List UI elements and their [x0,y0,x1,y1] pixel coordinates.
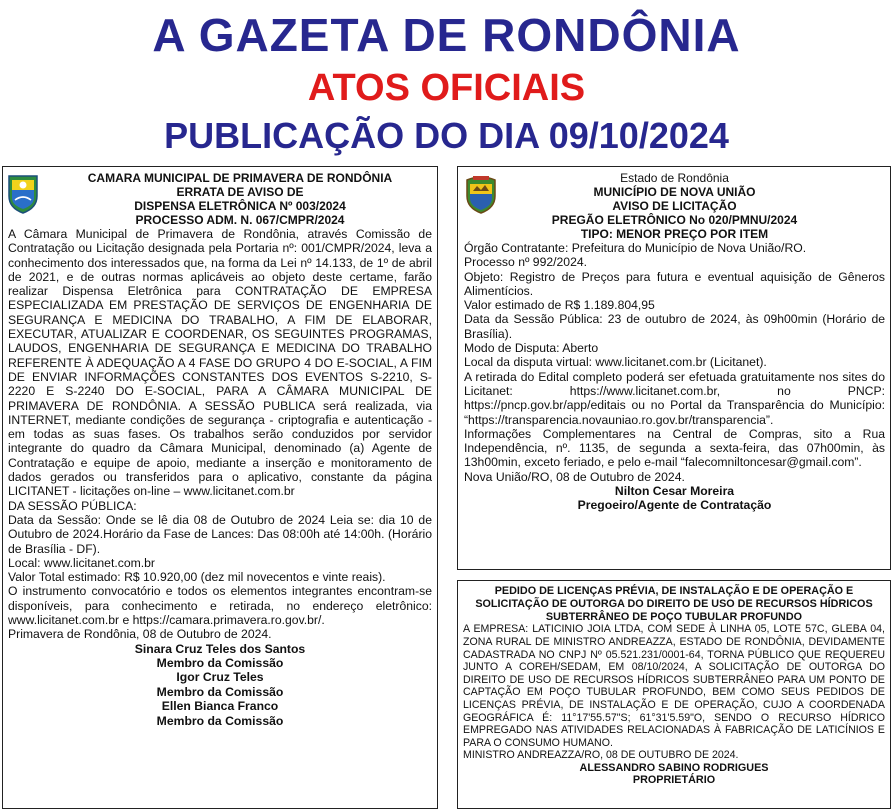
notice-laticinio-joia [457,580,891,809]
paragraph: DA SESSÃO PÚBLICA: [8,498,137,513]
paragraph: Data da Sessão: Onde se lê dia 08 de Outubro de 2024 Leia se: dia 10 de Outubro de 2024.Horário da Fase de Lances: Das 08:00h até 14:00h. (Horário de Brasília - DF). [8,512,432,556]
paragraph: Local da disputa virtual: www.licitanet.com.br (Licitanet). [464,355,767,370]
section-title: ATOS OFICIAIS [307,67,586,109]
header-line: AVISO DE LICITAÇÃO [612,199,737,213]
notice-header [464,171,885,241]
signature-block [464,484,885,513]
paragraph: Informações Complementares na Central de Compras, sito a Rua Independência, nº. 1135, de segunda a sexta-feira, das 07h00min, às 13h00min, exceto feriado, e pelo e-mail “falecomniltoncesar@gmail.com”. [464,426,885,470]
notice-body [464,241,885,484]
header-line: PROCESSO ADM. N. 067/CMPR/2024 [135,213,345,227]
paragraph: Modo de Disputa: Aberto [464,341,599,356]
paragraph: A EMPRESA: LATICINIO JOIA LTDA, COM SEDE À LINHA 05, LOTE 57C, GLEBA 04, ZONA RURAL DE MINISTRO ANDREAZZA, ESTADO DE RONDÔNIA, DEVIDAMENTE CADASTRADA NO CNPJ Nº 05.521.231/0001-64, TORNA PÚBLICO QUE REQUEREU JUNTO A COREH/SEDAM, EM 08/10/2024, A SOLICITAÇÃO DE OUTORGA DO DIREITO DE USO DE RECURSOS HÍDRICOS SUBTERRÂNEO PARA UM PONTO DE CAPTAÇÃO EM POÇO TUBULAR PROFUNDO, BEM COMO SEUS PEDIDOS DE LICENÇAS PRÉVIA, DE INSTALAÇÃO E DE OPERAÇÃO, CUJO A COORDENADA GEOGRÁFICA É: 11°17'55.57"S; 61°31'5.59"O, SENDO O RECURSO HÍDRICO EMPREGADO NAS ATIVIDADES RELACIONADAS À FABRICAÇÃO DE LATICÍNIOS E PARA O CONSUMO HUMANO. [463,623,885,749]
paragraph: A Câmara Municipal de Primavera de Rondônia, através Comissão de Contratação ou Licitação designada pela Portaria nº: 001/CMPR/2024, leva a conhecimento dos interessados que, na forma da Lei nº 14.133, de 1º de abril de 2021, e de outras normas aplicáveis ao objeto deste certame, farão realizar Dispensa Eletrônica para CONTRATAÇÃO DE EMPRESA ESPECIALIZADA EM PRESTAÇÃO DE SERVIÇOS DE ENGENHARIA DE SEGURANÇA E MEDICINA DO TRABALHO, A FIM DE ELABORAR, EXECUTAR, ATUALIZAR E COORDENAR, OS SEGUINTES PROGRAMAS, LAUDOS, ENGENHARIA DE SEGURANÇA E MEDICINA DO TRABALHO REFERENTE À ADEQUAÇÃO A 4 FASE DO GRUPO 4 DO E-SOCIAL, A FIM DE ENVIAR INFORMAÇÕES CONSTANTES DOS EVENTOS S-2210, S-2220 E S-2240 DO E-SOCIAL, PARA A CÂMARA MUNICIPAL DE PRIMAVERA DE RONDÔNIA. A SESSÃO PUBLICA será realizada, via INTERNET, mediante condições de segurança - criptografia e autenticação - em todas as suas fases. Os trabalhos serão conduzidos por servidor integrante do quadro da Câmara Municipal, denominado (a) Agente de Contratação e equipe de apoio, mediante a inserção e monitoramento de dados gerados ou transferidos para o aplicativo, constante da página LICITANET - licitações on-line – www.licitanet.com.br [8,227,432,499]
paragraph: Processo nº 992/2024. [464,255,588,270]
newspaper-title: A GAZETA DE RONDÔNIA [152,9,741,61]
signatory-role: PROPRIETÁRIO [632,774,716,787]
signatory-name: Igor Cruz Teles [176,670,264,685]
signatory-name: Ellen Bianca Franco [161,699,279,714]
camara-crest-icon [6,172,40,214]
paragraph: Local: www.licitanet.com.br [8,555,155,570]
paragraph: A retirada do Edital completo poderá ser efetuada gratuitamente nos sites do Licitanet: https://www.licitanet.com.br, no PNCP: https://pncp.gov.br/app/editais ou no Portal da Transparência do Município: “https://transparencia.novauniao.ro.gov.br/transparencia”. [464,369,885,427]
header-line: Estado de Rondônia [620,171,729,185]
notice-header [8,171,432,227]
paragraph: O instrumento convocatório e todos os elementos integrantes encontram-se disponíveis, para conhecimento e retirada, no endereço eletrônico: www.licitanet.com.br e https://camara.primavera.ro.gov.br/. [8,584,432,628]
paragraph: Nova União/RO, 08 de Outubro de 2024. [464,469,685,484]
paragraph: Objeto: Registro de Preços para futura e eventual aquisição de Gêneros Alimentícios. [464,269,885,298]
notice-body [8,227,432,642]
header-line: PEDIDO DE LICENÇAS PRÉVIA, DE INSTALAÇÃO E DE OPERAÇÃO E [494,585,854,597]
notice-header [463,585,885,623]
header-line: SUBTERRÂNEO DE POÇO TUBULAR PROFUNDO [545,610,803,623]
header-line: PREGÃO ELETRÔNICO No 020/PMNU/2024 [551,213,798,227]
header-line: CAMARA MUNICIPAL DE PRIMAVERA DE RONDÔNIA [87,171,393,185]
paragraph: Valor estimado de R$ 1.189.804,95 [464,298,655,313]
paragraph: Data da Sessão Pública: 23 de outubro de 2024, às 09h00min (Horário de Brasília). [464,312,885,341]
signatory-name: Nilton Cesar Moreira [614,484,735,499]
header-line: DISPENSA ELETRÔNICA Nº 003/2024 [134,199,346,213]
signatory-name: Sinara Cruz Teles dos Santos [134,641,306,656]
header-line: SOLICITAÇÃO DE OUTORGA DO DIREITO DE USO DE RECURSOS HÍDRICOS [475,597,873,610]
notice-camara-primavera [2,166,438,809]
paragraph: Primavera de Rondônia, 08 de Outubro de 2024. [8,627,272,642]
signature-block [463,762,885,787]
paragraph: Órgão Contratante: Prefeitura do Município de Nova União/RO. [464,241,807,255]
paragraph: MINISTRO ANDREAZZA/RO, 08 DE OUTUBRO DE 2024. [463,749,739,762]
publication-date: PUBLICAÇÃO DO DIA 09/10/2024 [164,115,729,156]
header-line: MUNICÍPIO DE NOVA UNIÃO [593,185,756,199]
signatory-name: ALESSANDRO SABINO RODRIGUES [579,761,769,774]
notice-nova-uniao [457,166,891,570]
signature-block [8,642,432,728]
paragraph: Valor Total estimado: R$ 10.920,00 (dez mil novecentos e vinte reais). [8,570,386,585]
header-line: ERRATA DE AVISO DE [176,185,304,199]
signatory-role: Membro da Comissão [156,684,284,699]
signatory-role: Membro da Comissão [156,713,284,728]
notice-body [463,623,885,762]
signatory-role: Pregoeiro/Agente de Contratação [577,498,772,513]
municipal-crest-icon [463,174,499,214]
header-line: TIPO: MENOR PREÇO POR ITEM [580,227,769,241]
signatory-role: Membro da Comissão [156,656,284,671]
